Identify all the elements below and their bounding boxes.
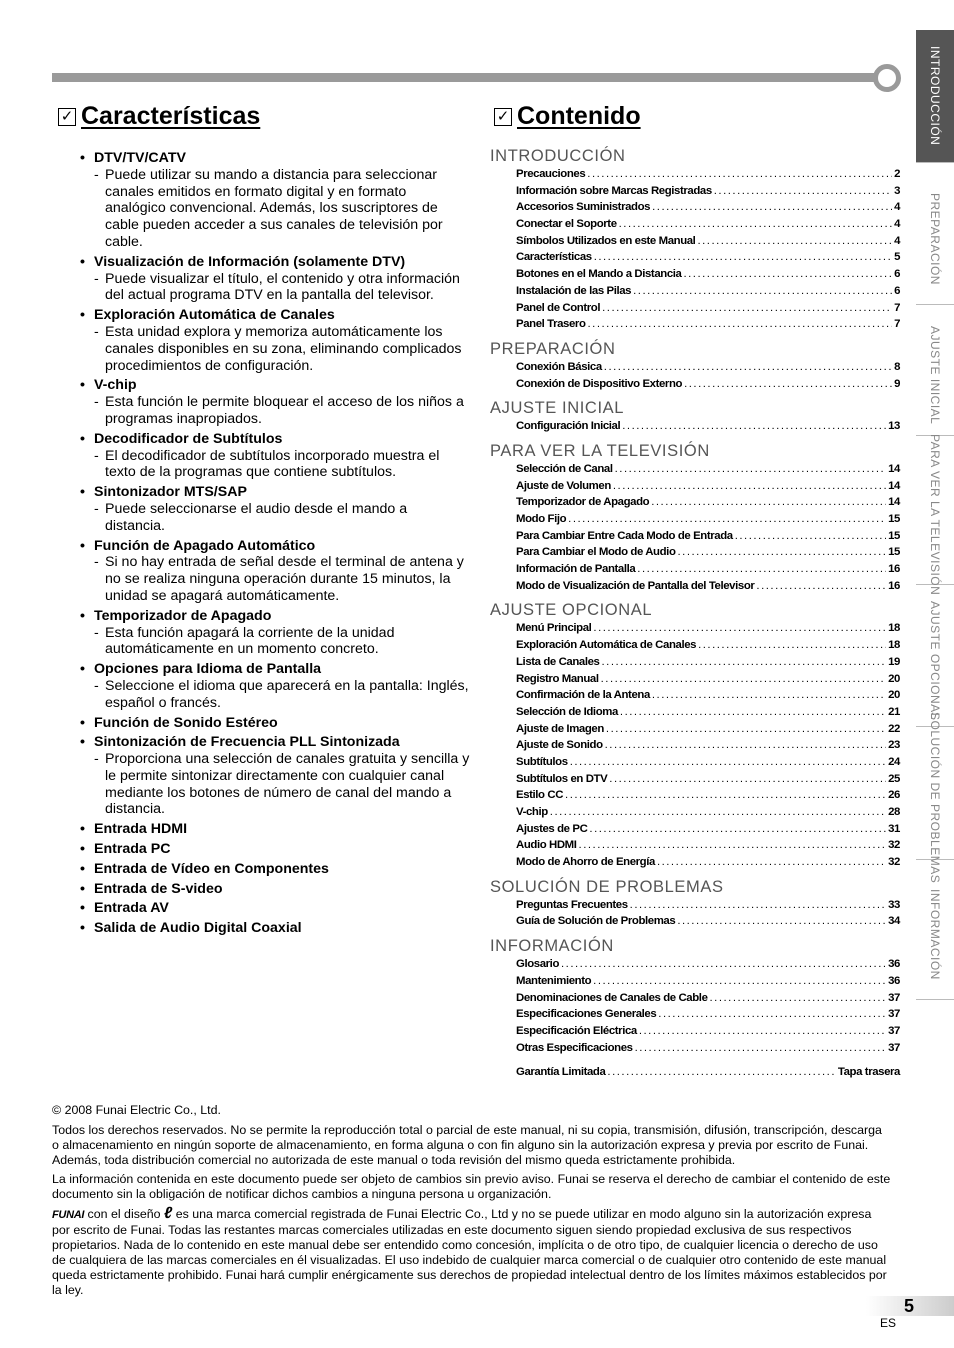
side-tab[interactable]: [916, 315, 954, 436]
side-tab[interactable]: [916, 870, 954, 1000]
feature-item: [80, 150, 470, 251]
bullet-icon: •: [80, 900, 85, 917]
toc-entry-page: 18: [888, 622, 900, 635]
toc-entry-page: 16: [888, 563, 900, 576]
side-tab[interactable]: [916, 712, 954, 884]
toc-entry[interactable]: [490, 671, 900, 688]
toc-entry-label: Símbolos Utilizados en este Manual: [516, 234, 696, 247]
toc-entry-label: Panel de Control: [516, 301, 601, 314]
feature-title: V-chip: [94, 377, 137, 394]
bullet-icon: •: [80, 821, 85, 838]
bullet-icon: •: [80, 607, 85, 624]
toc-entry-label: Para Cambiar Entre Cada Modo de Entrada: [516, 529, 733, 542]
toc-group: [490, 600, 900, 870]
toc-group-heading: SOLUCIÓN DE PROBLEMAS: [490, 877, 724, 896]
toc-group-heading: INTRODUCCIÓN: [490, 147, 626, 165]
toc-leader-dots: [615, 461, 887, 478]
toc-leader-dots: [579, 837, 887, 854]
feature-title: Salida de Audio Digital Coaxial: [94, 920, 302, 937]
feature-description: Puede utilizar su mando a distancia para seleccionar canales emitidos en formato digital y en formato analógico convencional. Además, los suscriptores de cable pueden acceder a sus canales de televisión por cable.: [105, 166, 443, 250]
toc-entry[interactable]: [490, 249, 900, 266]
side-tab-label: AJUSTE OPCIONAL: [928, 601, 942, 720]
toc-entry-label: Registro Manual: [516, 672, 599, 685]
toc-entry-page: 34: [888, 915, 900, 928]
toc-group: [490, 936, 900, 1056]
toc-entry-page: 37: [888, 1024, 900, 1037]
toc-entry-page: 14: [888, 496, 900, 509]
toc-leader-dots: [698, 637, 886, 654]
header-rule-circle: [873, 64, 901, 92]
feature-description: Esta función le permite bloquear el acceso de los niños a programas inapropiados.: [105, 394, 464, 427]
toc-entry-label: V-chip: [516, 806, 548, 818]
dash-icon: -: [94, 500, 99, 517]
toc-entry-label: Conectar el Soporte: [516, 218, 617, 231]
feature-item: [80, 377, 470, 427]
dash-icon: -: [94, 394, 99, 411]
toc-leader-dots: [609, 771, 886, 788]
feature-description: Esta función apagará la corriente de la unidad automáticamente en un momento concreto.: [105, 624, 395, 658]
feature-item: [80, 900, 470, 917]
features-list: [80, 150, 470, 940]
dash-icon: -: [94, 624, 99, 641]
toc-entry[interactable]: [490, 283, 900, 300]
feature-item: [80, 881, 470, 898]
toc-leader-dots: [635, 1040, 887, 1057]
toc-entry-page: 7: [894, 318, 900, 331]
feature-item: [80, 608, 470, 658]
toc-group: [490, 398, 900, 435]
bullet-icon: •: [80, 661, 85, 678]
toc-entry[interactable]: [490, 578, 900, 595]
bullet-icon: •: [80, 920, 85, 937]
toc-entry[interactable]: [490, 166, 900, 183]
toc-entry-page: 37: [888, 991, 900, 1004]
toc-entry[interactable]: [490, 837, 900, 854]
toc-leader-dots: [678, 544, 887, 561]
toc-entry-page: 4: [894, 234, 900, 247]
toc-entry-page: 19: [888, 655, 900, 668]
toc-entry[interactable]: [490, 990, 900, 1007]
feature-item: [80, 661, 470, 711]
side-tab[interactable]: [916, 434, 954, 596]
bullet-icon: •: [80, 484, 85, 501]
toc-entry[interactable]: [490, 754, 900, 771]
toc-leader-dots: [561, 956, 886, 973]
toc-entry[interactable]: [490, 528, 900, 545]
feature-description: Esta unidad explora y memoriza automáticamente los canales disponibles en su zona, eliminando complicados procedimientos de configuración.: [105, 323, 462, 374]
toc-entry-label: Especificación Eléctrica: [516, 1024, 637, 1037]
toc-entry-label: Ajuste de Sonido: [516, 739, 603, 752]
toc-entry-page: 6: [894, 284, 900, 297]
toc-leader-dots: [639, 1023, 886, 1040]
toc-entry[interactable]: [490, 737, 900, 754]
toc-leader-dots: [605, 737, 886, 754]
side-tab-label: PREPARACIÓN: [928, 192, 942, 285]
toc-group-heading: AJUSTE INICIAL: [490, 399, 625, 418]
toc-leader-dots: [756, 578, 886, 595]
feature-title: Entrada de Vídeo en Componentes: [94, 860, 329, 877]
toc-entry-label: Modo Fijo: [516, 513, 567, 525]
toc-entry[interactable]: [490, 704, 900, 721]
toc-entry-label: Para Cambiar el Modo de Audio: [516, 546, 676, 559]
toc-entry-page: 24: [888, 755, 900, 768]
toc-entry[interactable]: [490, 787, 900, 804]
toc-leader-dots: [620, 704, 886, 721]
feature-description: El decodificador de subtítulos incorporado muestra el texto de la programas que contiene subtítulos.: [105, 447, 440, 481]
toc-entry-page: 6: [894, 268, 900, 281]
toc-entry[interactable]: [490, 478, 900, 495]
toc-entry-label: Especificaciones Generales: [516, 1008, 657, 1021]
bullet-icon: •: [80, 714, 85, 731]
side-tab-label: SOLUCIÓN DE PROBLEMAS: [928, 712, 942, 884]
side-tab[interactable]: [916, 173, 954, 305]
toc-leader-dots: [714, 183, 892, 200]
toc-entry[interactable]: [490, 316, 900, 333]
toc-leader-dots: [652, 687, 886, 704]
side-tab[interactable]: [916, 30, 954, 163]
toc-entry[interactable]: [490, 233, 900, 250]
toc-entry-page: 36: [888, 958, 900, 971]
toc-entry[interactable]: [490, 216, 900, 233]
toc-group-heading: PARA VER LA TELEVISIÓN: [490, 441, 710, 460]
toc-group: [490, 441, 900, 595]
toc-entry-page: 18: [888, 639, 900, 652]
toc-entry-page: 14: [888, 462, 900, 475]
features-title: Características: [81, 102, 261, 130]
bullet-icon: •: [80, 377, 85, 394]
feature-description: Si no hay entrada de señal desde el terminal de antena y no se realiza ninguna operación durante 15 minutos, la unidad se apagará automáticamente.: [105, 554, 464, 604]
toc-entry-page: Tapa trasera: [837, 1066, 900, 1079]
toc-entry[interactable]: [490, 913, 900, 930]
side-tab-label: PARA VER LA TELEVISIÓN: [928, 434, 942, 596]
toc-group: [490, 339, 900, 392]
feature-description: Proporciona una selección de canales gratuita y sencilla y le permite sintonizar directamente con cualquier canal mediante los botones de número de canal del mando a distancia.: [105, 751, 470, 818]
toc-entry-page: 37: [888, 1008, 900, 1021]
toc-leader-dots: [593, 973, 886, 990]
toc-entry[interactable]: [490, 544, 900, 561]
toc-leader-dots: [601, 671, 887, 688]
toc-warranty-entry[interactable]: [490, 1064, 900, 1081]
toc-leader-dots: [683, 266, 892, 283]
toc-entry[interactable]: [490, 854, 900, 871]
bullet-icon: •: [80, 734, 85, 751]
toc-entry[interactable]: [490, 511, 900, 528]
toc-entry-page: 5: [894, 251, 900, 264]
funai-design-icon: ℓ: [164, 1205, 173, 1222]
toc-entry-page: 23: [888, 739, 900, 752]
toc-leader-dots: [633, 283, 892, 300]
toc-entry[interactable]: [490, 376, 900, 393]
toc-entry[interactable]: [490, 359, 900, 376]
toc-entry-label: Botones en el Mando a Distancia: [516, 268, 682, 281]
toc-entry-page: 4: [894, 201, 900, 214]
feature-item: [80, 734, 470, 818]
bullet-icon: •: [80, 537, 85, 554]
toc-leader-dots: [630, 897, 886, 914]
toc-entry-page: 15: [888, 513, 900, 525]
legal-notice: [52, 1123, 892, 1302]
toc-entry-page: 26: [888, 789, 900, 802]
feature-title: Función de Sonido Estéreo: [94, 714, 278, 731]
toc-entry-label: Conexión Básica: [516, 360, 602, 373]
toc-entry[interactable]: [490, 494, 900, 511]
toc-entry-page: 22: [888, 722, 900, 735]
feature-title: Opciones para Idioma de Pantalla: [94, 661, 322, 678]
toc-entry-page: 13: [888, 420, 900, 433]
toc-entry-label: Conexión de Dispositivo Externo: [516, 377, 683, 390]
bullet-icon: •: [80, 880, 85, 897]
toc-entry-page: 31: [888, 822, 900, 835]
dash-icon: -: [94, 677, 99, 694]
dash-icon: -: [94, 447, 99, 464]
feature-item: [80, 841, 470, 858]
toc-leader-dots: [619, 216, 892, 233]
page-number: 5: [904, 1296, 915, 1316]
toc-entry-page: 15: [888, 529, 900, 542]
toc-entry-label: Características: [516, 251, 592, 264]
side-tab[interactable]: [916, 595, 954, 727]
toc-leader-dots: [637, 561, 886, 578]
toc-entry[interactable]: [490, 1023, 900, 1040]
toc-leader-dots: [607, 1064, 835, 1081]
toc-entry-label: Precauciones: [516, 168, 586, 180]
feature-title: DTV/TV/CATV: [94, 150, 186, 166]
feature-title: Visualización de Información (solamente DTV): [94, 253, 406, 270]
checkbox-icon: ✓: [494, 108, 512, 126]
feature-title: Entrada AV: [94, 900, 169, 917]
toc-leader-dots: [613, 478, 886, 495]
toc-leader-dots: [604, 359, 892, 376]
toc-entry[interactable]: [490, 300, 900, 317]
dash-icon: -: [94, 554, 99, 571]
toc-entry-label: Otras Especificaciones: [516, 1041, 633, 1054]
toc-entry[interactable]: [490, 266, 900, 283]
feature-title: Sintonizador MTS/SAP: [94, 484, 247, 501]
feature-title: Entrada de S-video: [94, 880, 223, 897]
feature-item: [80, 715, 470, 732]
toc-entry-page: 33: [888, 898, 900, 911]
contents-heading: [494, 102, 641, 131]
dash-icon: -: [94, 323, 99, 340]
toc-leader-dots: [652, 199, 892, 216]
toc-entry-page: 20: [888, 689, 900, 702]
toc-entry-label: Lista de Canales: [516, 655, 600, 668]
feature-title: Temporizador de Apagado: [94, 607, 272, 624]
toc-entry[interactable]: [490, 973, 900, 990]
toc-entry[interactable]: [490, 199, 900, 216]
checkbox-icon: ✓: [58, 108, 76, 126]
toc-entry-page: 2: [894, 168, 900, 180]
legal-paragraph: FUNAI con el diseño ℓ es una marca comercial registrada de Funai Electric Co., Ltd y no se puede utilizar en modo alguno sin la autorización expresa por escrito de Funai. Todas las restantes marcas comerciales utilizadas en este documento siguen siendo propiedad exclusiva de sus respectivos propietarios. Nada de lo contenido en este manual debe ser entendido como concesión, implícita o de otro tipo, de cualquier licencia o derecho de uso de cualquiera de las marcas comerciales en él visualizadas. El uso indebido de cualquier marca comercial o de cualquier otro contenido de este manual queda estrictamente prohibido. Funai hará cumplir enérgicamente sus derechos de propiedad intelectual dentro de los límites máximos establecidos por la ley.: [52, 1205, 887, 1297]
toc-entry-page: 37: [888, 1041, 900, 1054]
feature-item: [80, 254, 470, 304]
toc-entry[interactable]: [490, 721, 900, 738]
toc-entry-label: Exploración Automática de Canales: [516, 639, 697, 652]
toc-entry[interactable]: [490, 183, 900, 200]
toc-group-heading: AJUSTE OPCIONAL: [490, 601, 653, 620]
feature-item: [80, 538, 470, 605]
toc-entry-page: 20: [888, 672, 900, 685]
toc-entry-page: 16: [888, 579, 900, 592]
toc-group: [490, 877, 900, 930]
toc-leader-dots: [677, 913, 886, 930]
side-tab-label: INTRODUCCIÓN: [928, 46, 942, 146]
toc-entry-label: Mantenimiento: [516, 974, 592, 987]
toc-entry[interactable]: [490, 1040, 900, 1057]
bullet-icon: •: [80, 307, 85, 324]
toc-entry-page: 15: [888, 546, 900, 559]
toc-leader-dots: [657, 854, 886, 871]
toc-leader-dots: [602, 300, 892, 317]
dash-icon: -: [94, 166, 99, 183]
toc-leader-dots: [565, 787, 886, 804]
funai-logo: FUNAI: [52, 1209, 85, 1221]
toc-entry-page: 25: [888, 772, 900, 785]
toc-entry-label: Selección de Canal: [516, 462, 613, 475]
toc-entry-label: Preguntas Frecuentes: [516, 898, 628, 911]
toc-entry[interactable]: [490, 821, 900, 838]
toc-leader-dots: [594, 249, 892, 266]
toc-entry-page: 21: [888, 705, 900, 718]
toc-entry-page: 36: [888, 974, 900, 987]
toc-group: [490, 146, 900, 333]
toc-leader-dots: [568, 511, 886, 528]
toc-entry-page: 32: [888, 839, 900, 852]
toc-leader-dots: [735, 528, 886, 545]
toc-entry[interactable]: [490, 687, 900, 704]
features-heading: [58, 102, 260, 131]
feature-title: Entrada HDMI: [94, 821, 188, 838]
feature-description: Puede seleccionarse el audio desde el mando a distancia.: [105, 500, 408, 534]
toc-entry[interactable]: [490, 461, 900, 478]
toc-leader-dots: [606, 721, 886, 738]
table-of-contents: [490, 146, 900, 1081]
dash-icon: -: [94, 751, 99, 768]
toc-leader-dots: [589, 821, 886, 838]
toc-leader-dots: [587, 166, 892, 183]
toc-entry-label: Selección de Idioma: [516, 705, 618, 718]
toc-entry-label: Confirmación de la Antena: [516, 689, 650, 702]
toc-entry-label: Ajuste de Imagen: [516, 722, 604, 735]
toc-entry-page: 7: [894, 301, 900, 314]
dash-icon: -: [94, 270, 99, 287]
header-rule: [52, 73, 878, 82]
toc-entry[interactable]: [490, 620, 900, 637]
toc-entry[interactable]: [490, 418, 900, 435]
legal-paragraph: La información contenida en este documento puede ser objeto de cambios sin previo aviso. Funai se reserva el derecho de cambiar el contenido de este documento sin la obligación de notificar dichos cambios a ninguna persona u organización.: [52, 1172, 891, 1201]
bullet-icon: •: [80, 430, 85, 447]
toc-entry-label: Estilo CC: [516, 789, 564, 802]
side-tab-label: INFORMACIÓN: [928, 889, 942, 980]
toc-leader-dots: [697, 233, 892, 250]
bullet-icon: •: [80, 150, 85, 166]
feature-title: Función de Apagado Automático: [94, 537, 316, 554]
toc-leader-dots: [570, 754, 886, 771]
legal-paragraph: Todos los derechos reservados. No se permite la reproducción total o parcial de este manual, ni su copia, transmisión, difusión, transcripción, descarga o almacenamiento en ningún soporte de almacenamiento, en forma alguna o con fin alguno sin la autorización expresa y previa por escrito de Funai. Además, toda distribución comercial no autorizada de este manual o toda revisión del mismo queda estrictamente prohibida.: [52, 1123, 882, 1167]
toc-leader-dots: [684, 376, 892, 393]
toc-entry-label: Temporizador de Apagado: [516, 496, 650, 509]
toc-leader-dots: [588, 316, 893, 333]
toc-group-heading: INFORMACIÓN: [490, 937, 614, 956]
toc-entry[interactable]: [490, 771, 900, 788]
toc-group-heading: PREPARACIÓN: [490, 339, 616, 358]
feature-item: [80, 431, 470, 481]
toc-entry[interactable]: [490, 1006, 900, 1023]
toc-entry-label: Información sobre Marcas Registradas: [516, 184, 712, 197]
side-tab-label: AJUSTE INICIAL: [928, 325, 942, 425]
feature-title: Entrada PC: [94, 841, 171, 858]
toc-entry-page: 14: [888, 479, 900, 492]
toc-entry-label: Guía de Solución de Problemas: [516, 915, 676, 928]
toc-entry-label: Ajuste de Volumen: [516, 479, 611, 492]
toc-entry-label: Panel Trasero: [516, 318, 586, 331]
feature-description: Puede visualizar el título, el contenido y otra información del actual programa DTV en la pantalla del televisor.: [105, 270, 460, 304]
bullet-icon: •: [80, 841, 85, 858]
toc-leader-dots: [550, 804, 886, 821]
toc-entry[interactable]: [490, 654, 900, 671]
toc-entry-label: Modo de Ahorro de Energía: [516, 856, 655, 869]
toc-entry-label: Información de Pantalla: [516, 563, 636, 576]
feature-item: [80, 821, 470, 838]
toc-entry-label: Garantía Limitada: [516, 1066, 606, 1079]
feature-title: Exploración Automática de Canales: [94, 307, 335, 324]
contents-title: Contenido: [517, 102, 641, 130]
toc-leader-dots: [658, 1006, 886, 1023]
toc-entry-label: Configuración Inicial: [516, 420, 621, 433]
toc-entry-label: Ajustes de PC: [516, 822, 588, 835]
feature-item: [80, 484, 470, 534]
toc-leader-dots: [622, 418, 886, 435]
feature-title: Decodificador de Subtítulos: [94, 430, 283, 447]
feature-description: Seleccione el idioma que aparecerá en la pantalla: Inglés, español o francés.: [105, 677, 469, 711]
feature-title: Sintonización de Frecuencia PLL Sintonizada: [94, 734, 400, 751]
toc-entry-page: 28: [888, 806, 900, 818]
toc-entry-label: Accesorios Suministrados: [516, 201, 651, 214]
toc-entry[interactable]: [490, 804, 900, 821]
toc-entry-label: Modo de Visualización de Pantalla del Televisor: [516, 579, 755, 592]
feature-item: [80, 861, 470, 878]
toc-entry[interactable]: [490, 561, 900, 578]
toc-leader-dots: [651, 494, 886, 511]
toc-entry-label: Menú Principal: [516, 622, 592, 635]
bullet-icon: •: [80, 860, 85, 877]
toc-leader-dots: [593, 620, 886, 637]
toc-entry-page: 9: [894, 377, 900, 390]
toc-entry-label: Glosario: [516, 958, 560, 971]
toc-entry-page: 4: [894, 218, 900, 231]
page-language: ES: [880, 1316, 897, 1330]
toc-entry-label: Instalación de las Pilas: [516, 284, 632, 297]
toc-entry[interactable]: [490, 637, 900, 654]
toc-entry-page: 32: [888, 856, 900, 869]
feature-item: [80, 920, 470, 937]
copyright: © 2008 Funai Electric Co., Ltd.: [52, 1103, 221, 1117]
toc-entry-label: Subtítulos: [516, 755, 568, 768]
bullet-icon: •: [80, 253, 85, 270]
toc-entry-label: Denominaciones de Canales de Cable: [516, 991, 708, 1004]
toc-entry[interactable]: [490, 956, 900, 973]
toc-leader-dots: [602, 654, 887, 671]
toc-entry-label: Subtítulos en DTV: [516, 772, 608, 785]
toc-entry[interactable]: [490, 897, 900, 914]
toc-entry-label: Audio HDMI: [516, 839, 577, 852]
toc-entry-page: 8: [894, 360, 900, 373]
toc-leader-dots: [710, 990, 887, 1007]
feature-item: [80, 307, 470, 374]
toc-entry-page: 3: [894, 184, 900, 197]
